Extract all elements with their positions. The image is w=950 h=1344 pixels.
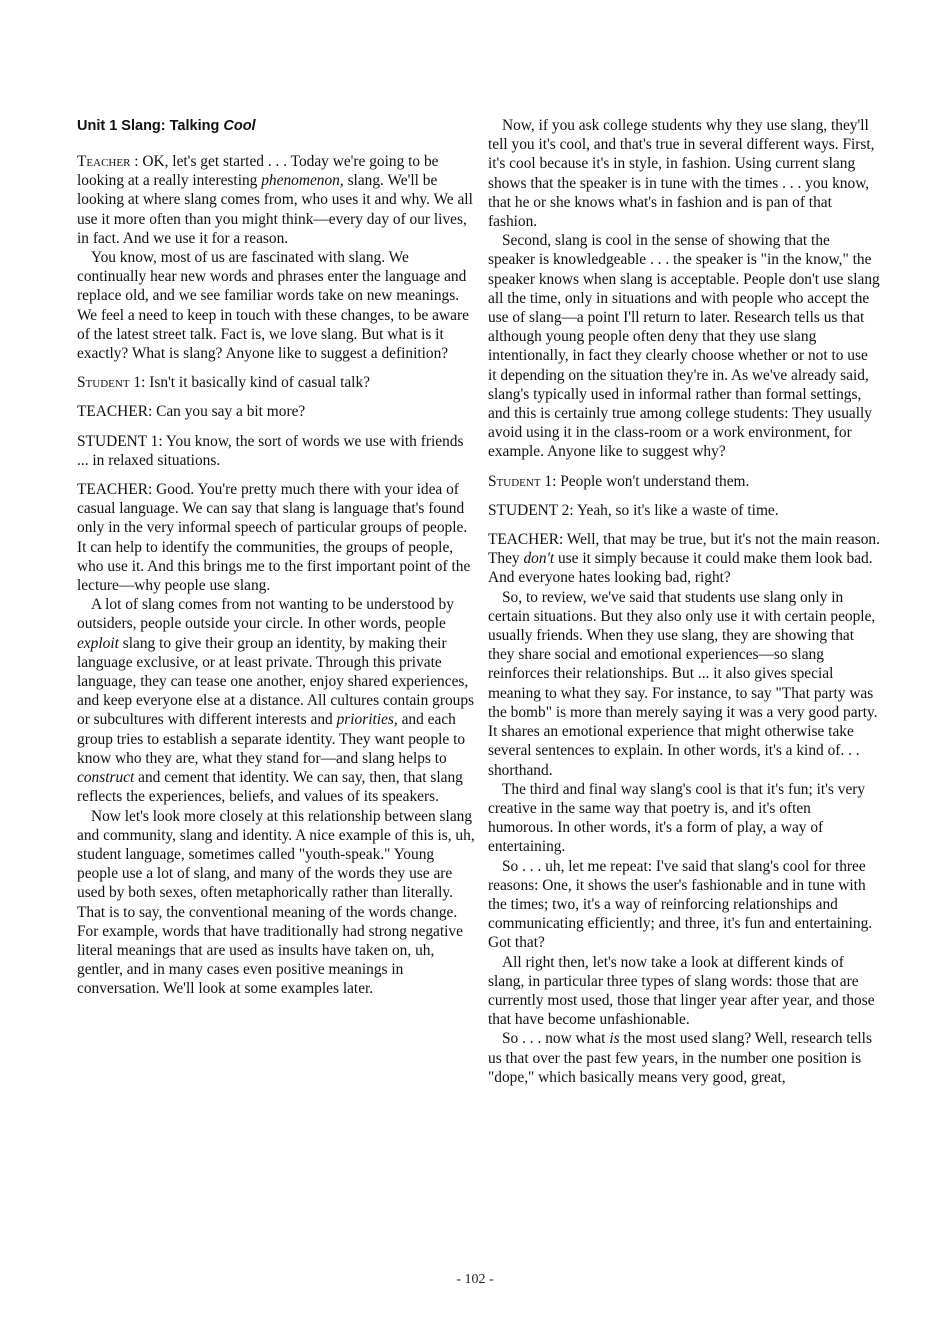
page-number: - 102 - (456, 1272, 494, 1287)
paragraph: Now let's look more closely at this relationship between slang and community, slang and identity. A nice example of this is, uh, student language, sometimes called "youth-speak." Young people use a lot of slang, and many of the words they use are used by both sexes, often metaphorically rather than literally. That is to say, the conventional meaning of the words change. For example, words that have traditionally had strong negative literal meanings that are used as insults have taken on, uh, gentler, and in many cases even positive meanings in conversation. We'll look at some examples later. (77, 807, 475, 998)
paragraph: The third and final way slang's cool is that it's fun; it's very creative in the same way that poetry is, and it's often humorous. In other words, it's a form of play, a way of entertaining. (488, 780, 866, 856)
student-turn: STUDENT 2: Yeah, so it's like a waste of time. (488, 501, 779, 519)
paragraph: So, to review, we've said that students use slang only in certain situations. But they also only use it with certain people, usually friends. When they use slang, they are showing that they share social and emotional experiences—so slang reinforces their relationships. But ... it also gives special meaning to what they say. For instance, to say "That party was the bomb" is more than merely saying it was a very good party. It shares an emotional experience that might otherwise take several sentences to explain. In other words, it's a kind of. . . shorthand. (488, 588, 878, 779)
paragraph: Now, if you ask college students why they use slang, they'll tell you it's cool, and that's true in several different ways. First, it's cool because it's in style, in fashion. Using current slang shows that the speaker is in tune with the times . . . you know, that he or she knows what's in fashion and is pan of that fashion. (488, 117, 875, 231)
paragraph: A lot of slang comes from not wanting to be understood by outsiders, people outside your circle. In other words, people exploit slang to give their group an identity, by making their language exclusive, or at least private. Through this private language, they can tease one another, enjoy shared experiences, and keep everyone else at a distance. All cultures contain groups or subcultures with different interests and priorities, and each group tries to establish a separate identity. They want people to know who they are, what they stand for—and slang helps to construct and cement that identity. We can say, then, that slang reflects the experiences, beliefs, and values of its speakers. (77, 596, 475, 806)
paragraph: So . . . uh, let me repeat: I've said that slang's cool for three reasons: One, it shows the user's fashionable and in tune with the times; two, it's a way of reinforcing relationships and communicating efficiently; and three, it's fun and entertaining. Got that? (488, 857, 873, 952)
student-turn: STUDENT 1: You know, the sort of words we use with friends ... in relaxed situations. (77, 432, 464, 469)
unit-title: Unit 1 Slang: Talking Cool (77, 118, 256, 134)
right-column (488, 116, 880, 1087)
teacher-turn: TEACHER: Can you say a bit more? (77, 403, 306, 421)
teacher-turn: TEACHER: Good. You're pretty much there with your idea of casual language. We can say that slang is language that's found only in the very informal speech of particular groups of people. It can help to identify the communities, the groups of people, who use it. And this brings me to the first important point of the lecture—why people use slang. (77, 481, 471, 595)
student-turn: Student 1: Isn't it basically kind of casual talk? (77, 374, 370, 392)
left-column (77, 116, 477, 999)
paragraph: All right then, let's now take a look at different kinds of slang, in particular three types of slang words: those that are currently most used, those that linger year after year, and those that have become unfashionable. (488, 953, 875, 1029)
paragraph: You know, most of us are fascinated with slang. We continually hear new words and phrases enter the language and replace old, and we see familiar words take on new meanings. We feel a need to keep in touch with these changes, to be aware of the latest street talk. Fact is, we love slang. But what is it exactly? What is slang? Anyone like to suggest a definition? (77, 249, 469, 363)
teacher-opening: Teacher : OK, let's get started . . . Today we're going to be looking at a really interesting phenomenon, slang. We'll be looking at where slang comes from, who uses it and why. We all use it more often than you might think—every day of our lives, in fact. And we use it for a reason. (77, 153, 473, 247)
paragraph: So . . . now what is the most used slang? Well, research tells us that over the past few years, in the number one position is "dope," which basically means very good, great, (488, 1030, 872, 1086)
student-turn: Student 1: People won't understand them. (488, 472, 750, 490)
paragraph: Second, slang is cool in the sense of showing that the speaker is knowledgeable . . . the speaker is "in the know," the speaker knows when slang is acceptable. People don't use slang all the time, only in situations and with people who accept the use of slang—a point I'll return to later. Research tells us that although young people often deny that they use slang intentionally, in fact they clearly choose whether or not to use it depending on the situation they're in. As we've already said, slang's typically used in informal rather than formal settings, and this is certainly true among college students: They usually avoid using it in the class-room or a work environment, for example. Anyone like to suggest why? (488, 232, 880, 461)
teacher-turn: TEACHER: Well, that may be true, but it's not the main reason. They don't use it simply because it could make them look bad. And everyone hates looking bad, right? (488, 531, 880, 587)
